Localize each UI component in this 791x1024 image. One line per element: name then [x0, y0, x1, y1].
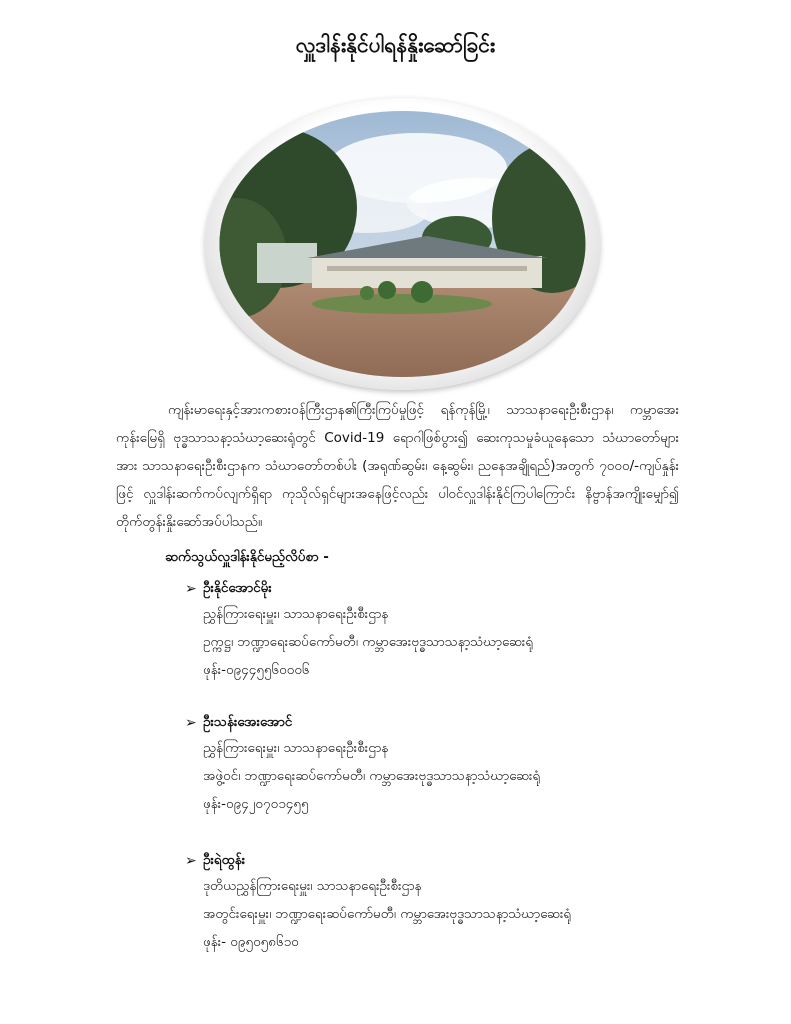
contact-phone: ဖုန်း-၀၉၄၄၅၅၆၀၀၀၆	[203, 662, 310, 678]
contact-assignment: အဖွဲ့ဝင်၊ ဘဏ္ဍာရေးဆပ်ကော်မတီ၊ ကမ္ဘာအေးဗုဒ္ဓသာသနာ့သံဃာ့ဆေးရုံ	[203, 768, 541, 784]
hospital-photo-frame	[205, 98, 600, 390]
contact-name: ဦးရဲထွန်း	[203, 852, 246, 868]
contact-entry	[185, 577, 705, 685]
appeal-paragraph: ကျန်းမာရေးနှင့်အားကစားဝန်ကြီးဌာန၏ကြီးကြပ်မှုဖြင့် ရန်ကုန်မြို့၊ သာသနာရေးဦးစီးဌာန၊ ကမ္ဘာအေးကုန်းမြေရှိ ဗုဒ္ဓသာသနာ့သံဃာ့ဆေးရုံတွင် Covid-19 ရောဂါဖြစ်ပွား၍ ဆေးကုသမှုခံယူနေသော သံဃာတော်များအား သာသနာရေးဦးစီးဌာနက သံဃာတော်တစ်ပါး (အရုဏ်ဆွမ်း၊ နေ့ဆွမ်း၊ ညနေအချိုရည်)အတွက် ၇၀၀၀/-ကျပ်နှုန်းဖြင့် လှူဒါန်းဆက်ကပ်လျက်ရှိရာ ကုသိုလ်ရှင်များအနေဖြင့်လည်း ပါဝင်လှူဒါန်းနိုင်ကြပါကြောင်း နိဗ္ဗာန်အကျိုးမျှော်၍ တိုက်တွန်းနှိုးဆော်အပ်ပါသည်။	[116, 402, 679, 530]
contact-entry	[185, 849, 705, 957]
contact-phone: ဖုန်း- ၀၉၅၀၅၈၆၁၀	[203, 934, 299, 950]
contact-list-heading: ဆက်သွယ်လှူဒါန်းနိုင်မည့်လိပ်စာ -	[165, 549, 329, 565]
arrow-bullet-icon: ➢	[185, 581, 197, 597]
contact-name: ဦးသန်းအေးအောင်	[203, 714, 293, 730]
contact-phone: ဖုန်း-၀၉၄၂၀၇၀၁၄၅၅	[203, 796, 309, 812]
hospital-photo	[217, 108, 588, 380]
contact-name: ဦးနိုင်အောင်မိုး	[203, 580, 272, 596]
contact-position: ဒုတိယညွှန်ကြားရေးမှူး၊ သာသနာရေးဦးစီးဌာန	[203, 878, 422, 894]
contact-position: ညွှန်ကြားရေးမှူး၊ သာသနာရေးဦးစီးဌာန	[203, 606, 389, 622]
document-title: လှူဒါန်းနိုင်ပါရန်နှိုးဆော်ခြင်း	[295, 33, 496, 57]
arrow-bullet-icon: ➢	[185, 715, 197, 731]
arrow-bullet-icon: ➢	[185, 853, 197, 869]
contact-position: ညွှန်ကြားရေးမှူး၊ သာသနာရေးဦးစီးဌာန	[203, 740, 389, 756]
contact-entry	[185, 711, 705, 819]
contact-assignment: ဥက္ကဋ္ဌ၊ ဘဏ္ဍာရေးဆပ်ကော်မတီ၊ ကမ္ဘာအေးဗုဒ္ဓသာသနာ့သံဃာ့ဆေးရုံ	[203, 634, 534, 650]
contact-assignment: အတွင်းရေးမှူး၊ ဘဏ္ဍာရေးဆပ်ကော်မတီ၊ ကမ္ဘာအေးဗုဒ္ဓသာသနာ့သံဃာ့ဆေးရုံ	[203, 906, 572, 922]
